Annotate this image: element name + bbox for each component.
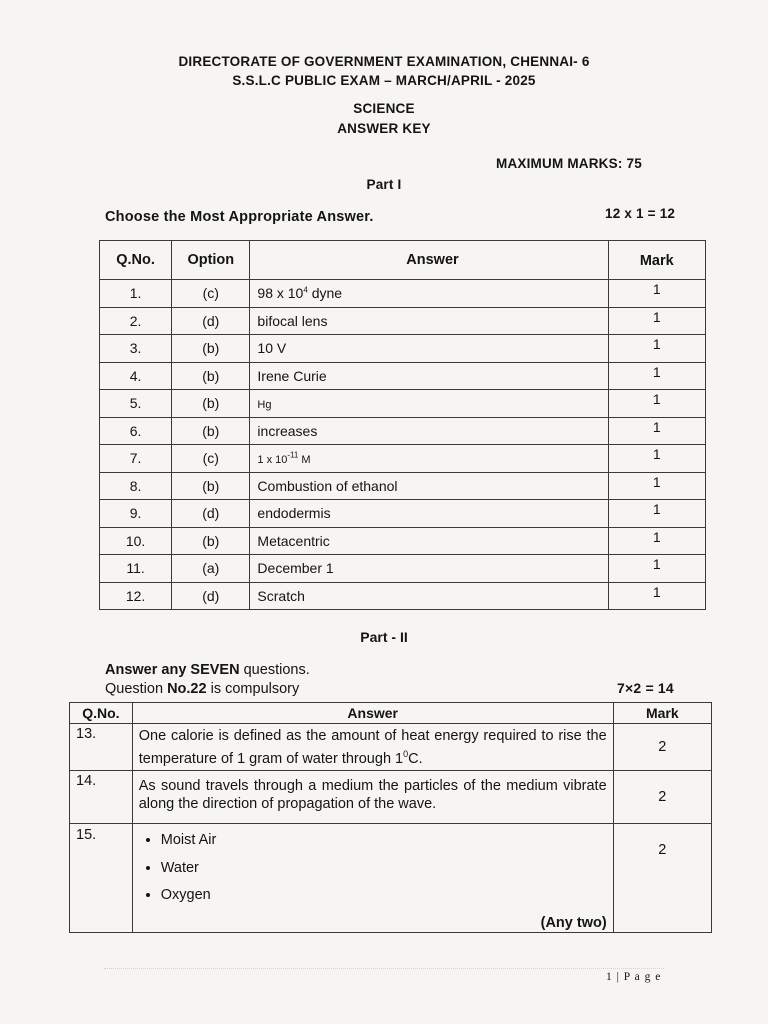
table-row: [100, 390, 706, 418]
part2-title: Part - II: [360, 629, 408, 645]
mark-cell: 1: [608, 582, 705, 610]
answer-text: endodermis: [257, 505, 331, 522]
answer-cell: [132, 824, 613, 933]
qno-cell: 7.: [100, 445, 172, 473]
answer-text: Scratch: [257, 587, 305, 604]
mark-cell: 1: [608, 390, 705, 418]
answer-superscript: -11: [287, 450, 299, 460]
answer-cell: As sound travels through a medium the particles of the medium vibrate along the direction of propagation of the wave.: [132, 771, 613, 824]
maximum-marks: MAXIMUM MARKS: 75: [496, 156, 642, 171]
answer-cell: [250, 500, 608, 528]
column-header-qno: Q.No.: [70, 703, 133, 724]
answer-text: 1 x 10: [257, 454, 288, 467]
table-row: [70, 824, 712, 933]
qno-cell: 11.: [100, 555, 172, 583]
option-cell: (b): [172, 362, 250, 390]
mark-cell: 1: [608, 555, 705, 583]
answer-text: 10 V: [257, 340, 287, 357]
qno-cell: 5.: [100, 390, 172, 418]
table-row: [100, 500, 706, 528]
table-row: [100, 472, 706, 500]
option-cell: (b): [172, 335, 250, 363]
part1-instruction: Choose the Most Appropriate Answer.: [105, 209, 374, 225]
table-row: [100, 555, 706, 583]
part2-answer-table: [69, 702, 712, 933]
qno-cell: 3.: [100, 335, 172, 363]
table-header-row: [100, 241, 706, 280]
any-two-note: (Any two): [540, 914, 607, 931]
answer-cell: [250, 527, 608, 555]
exam-title: S.S.L.C PUBLIC EXAM – MARCH/APRIL - 2025: [232, 73, 536, 88]
part2-instruction-prefix: Answer any: [105, 662, 191, 678]
answer-bullet-list: [139, 827, 607, 910]
qno-cell: 10.: [100, 527, 172, 555]
mark-cell: 1: [608, 445, 705, 473]
mark-cell: 2: [613, 724, 711, 771]
doc-type-title: ANSWER KEY: [337, 121, 431, 136]
option-cell: (b): [172, 472, 250, 500]
answer-text: One calorie is defined as the amount of heat energy required to rise the temperature of 1 gram of water through 1: [138, 728, 607, 767]
qno-cell: 12.: [100, 582, 172, 610]
part2-compulsory-note: [105, 681, 299, 697]
answer-text: Irene Curie: [257, 367, 327, 384]
mark-cell: 1: [608, 335, 705, 363]
part1-answer-table: [99, 240, 706, 610]
part1-title: Part I: [366, 177, 402, 192]
answer-text: 98 x 10: [257, 285, 304, 302]
answer-cell: [250, 280, 608, 308]
qno-cell: 9.: [100, 500, 172, 528]
column-header-mark: Mark: [613, 703, 711, 724]
table-row: [100, 362, 706, 390]
option-cell: (a): [172, 555, 250, 583]
list-item: • Oxygen: [161, 882, 607, 910]
table-row: [100, 335, 706, 363]
answer-cell: [250, 362, 608, 390]
answer-cell: [250, 445, 608, 473]
answer-cell: [250, 307, 608, 335]
mark-cell: 2: [613, 824, 711, 933]
mark-cell: 1: [608, 472, 705, 500]
answer-cell: [250, 555, 608, 583]
option-cell: (b): [172, 527, 250, 555]
mark-cell: 1: [608, 307, 705, 335]
column-header-answer: Answer: [132, 703, 613, 724]
qno-cell: 13.: [70, 724, 133, 771]
part2-instruction: [105, 662, 310, 678]
option-cell: (d): [172, 582, 250, 610]
directorate-title: DIRECTORATE OF GOVERNMENT EXAMINATION, CHENNAI- 6: [178, 54, 590, 69]
column-header-mark: Mark: [608, 241, 705, 280]
mark-cell: 1: [608, 527, 705, 555]
list-item: • Water: [161, 855, 607, 883]
column-header-qno: Q.No.: [100, 241, 172, 280]
qno-cell: 2.: [100, 307, 172, 335]
answer-text: Hg: [257, 399, 272, 412]
option-cell: (b): [172, 417, 250, 445]
answer-tail: C.: [408, 750, 423, 767]
answer-cell: [250, 472, 608, 500]
table-row: [100, 280, 706, 308]
qno-cell: 1.: [100, 280, 172, 308]
answer-superscript: 4: [303, 285, 308, 295]
part2-instruction-count: SEVEN: [190, 662, 240, 678]
answer-superscript: 0: [403, 749, 409, 759]
answer-cell: [132, 724, 613, 771]
table-row: [100, 307, 706, 335]
table-row: [100, 417, 706, 445]
answer-cell: [250, 390, 608, 418]
option-cell: (d): [172, 500, 250, 528]
qno-cell: 14.: [70, 771, 133, 824]
answer-tail: M: [298, 454, 311, 467]
answer-text: December 1: [257, 560, 334, 577]
part2-instruction-suffix: questions.: [239, 662, 310, 678]
answer-cell: [250, 335, 608, 363]
qno-cell: 4.: [100, 362, 172, 390]
answer-tail: dyne: [307, 285, 343, 302]
answer-text: Metacentric: [257, 532, 330, 549]
mark-cell: 1: [608, 500, 705, 528]
option-cell: (d): [172, 307, 250, 335]
column-header-option: Option: [172, 241, 250, 280]
mark-cell: 2: [613, 771, 711, 824]
compulsory-prefix: Question: [105, 681, 168, 697]
table-row: [100, 582, 706, 610]
mark-cell: 1: [608, 362, 705, 390]
part1-marks-formula: 12 x 1 = 12: [605, 206, 676, 221]
list-item: • Moist Air: [161, 827, 607, 855]
part2-marks-formula: 7×2 = 14: [617, 680, 674, 696]
footer-divider: [104, 968, 664, 969]
mark-cell: 1: [608, 280, 705, 308]
compulsory-question-number: No.22: [167, 681, 207, 697]
answer-cell: [250, 582, 608, 610]
answer-text: Combustion of ethanol: [257, 477, 398, 494]
table-row: [100, 527, 706, 555]
table-row: [100, 445, 706, 473]
answer-text: increases: [257, 422, 318, 439]
table-header-row: [70, 703, 712, 724]
option-cell: (c): [172, 445, 250, 473]
qno-cell: 6.: [100, 417, 172, 445]
table-row: [70, 724, 712, 771]
qno-cell: 15.: [70, 824, 133, 933]
compulsory-suffix: is compulsory: [206, 681, 300, 697]
column-header-answer: Answer: [250, 241, 608, 280]
subject-title: SCIENCE: [353, 101, 415, 116]
option-cell: (b): [172, 390, 250, 418]
answer-cell: [250, 417, 608, 445]
option-cell: (c): [172, 280, 250, 308]
answer-text: bifocal lens: [257, 312, 328, 329]
page-number: 1 | P a g e: [606, 971, 662, 983]
table-row: [70, 771, 712, 824]
qno-cell: 8.: [100, 472, 172, 500]
mark-cell: 1: [608, 417, 705, 445]
